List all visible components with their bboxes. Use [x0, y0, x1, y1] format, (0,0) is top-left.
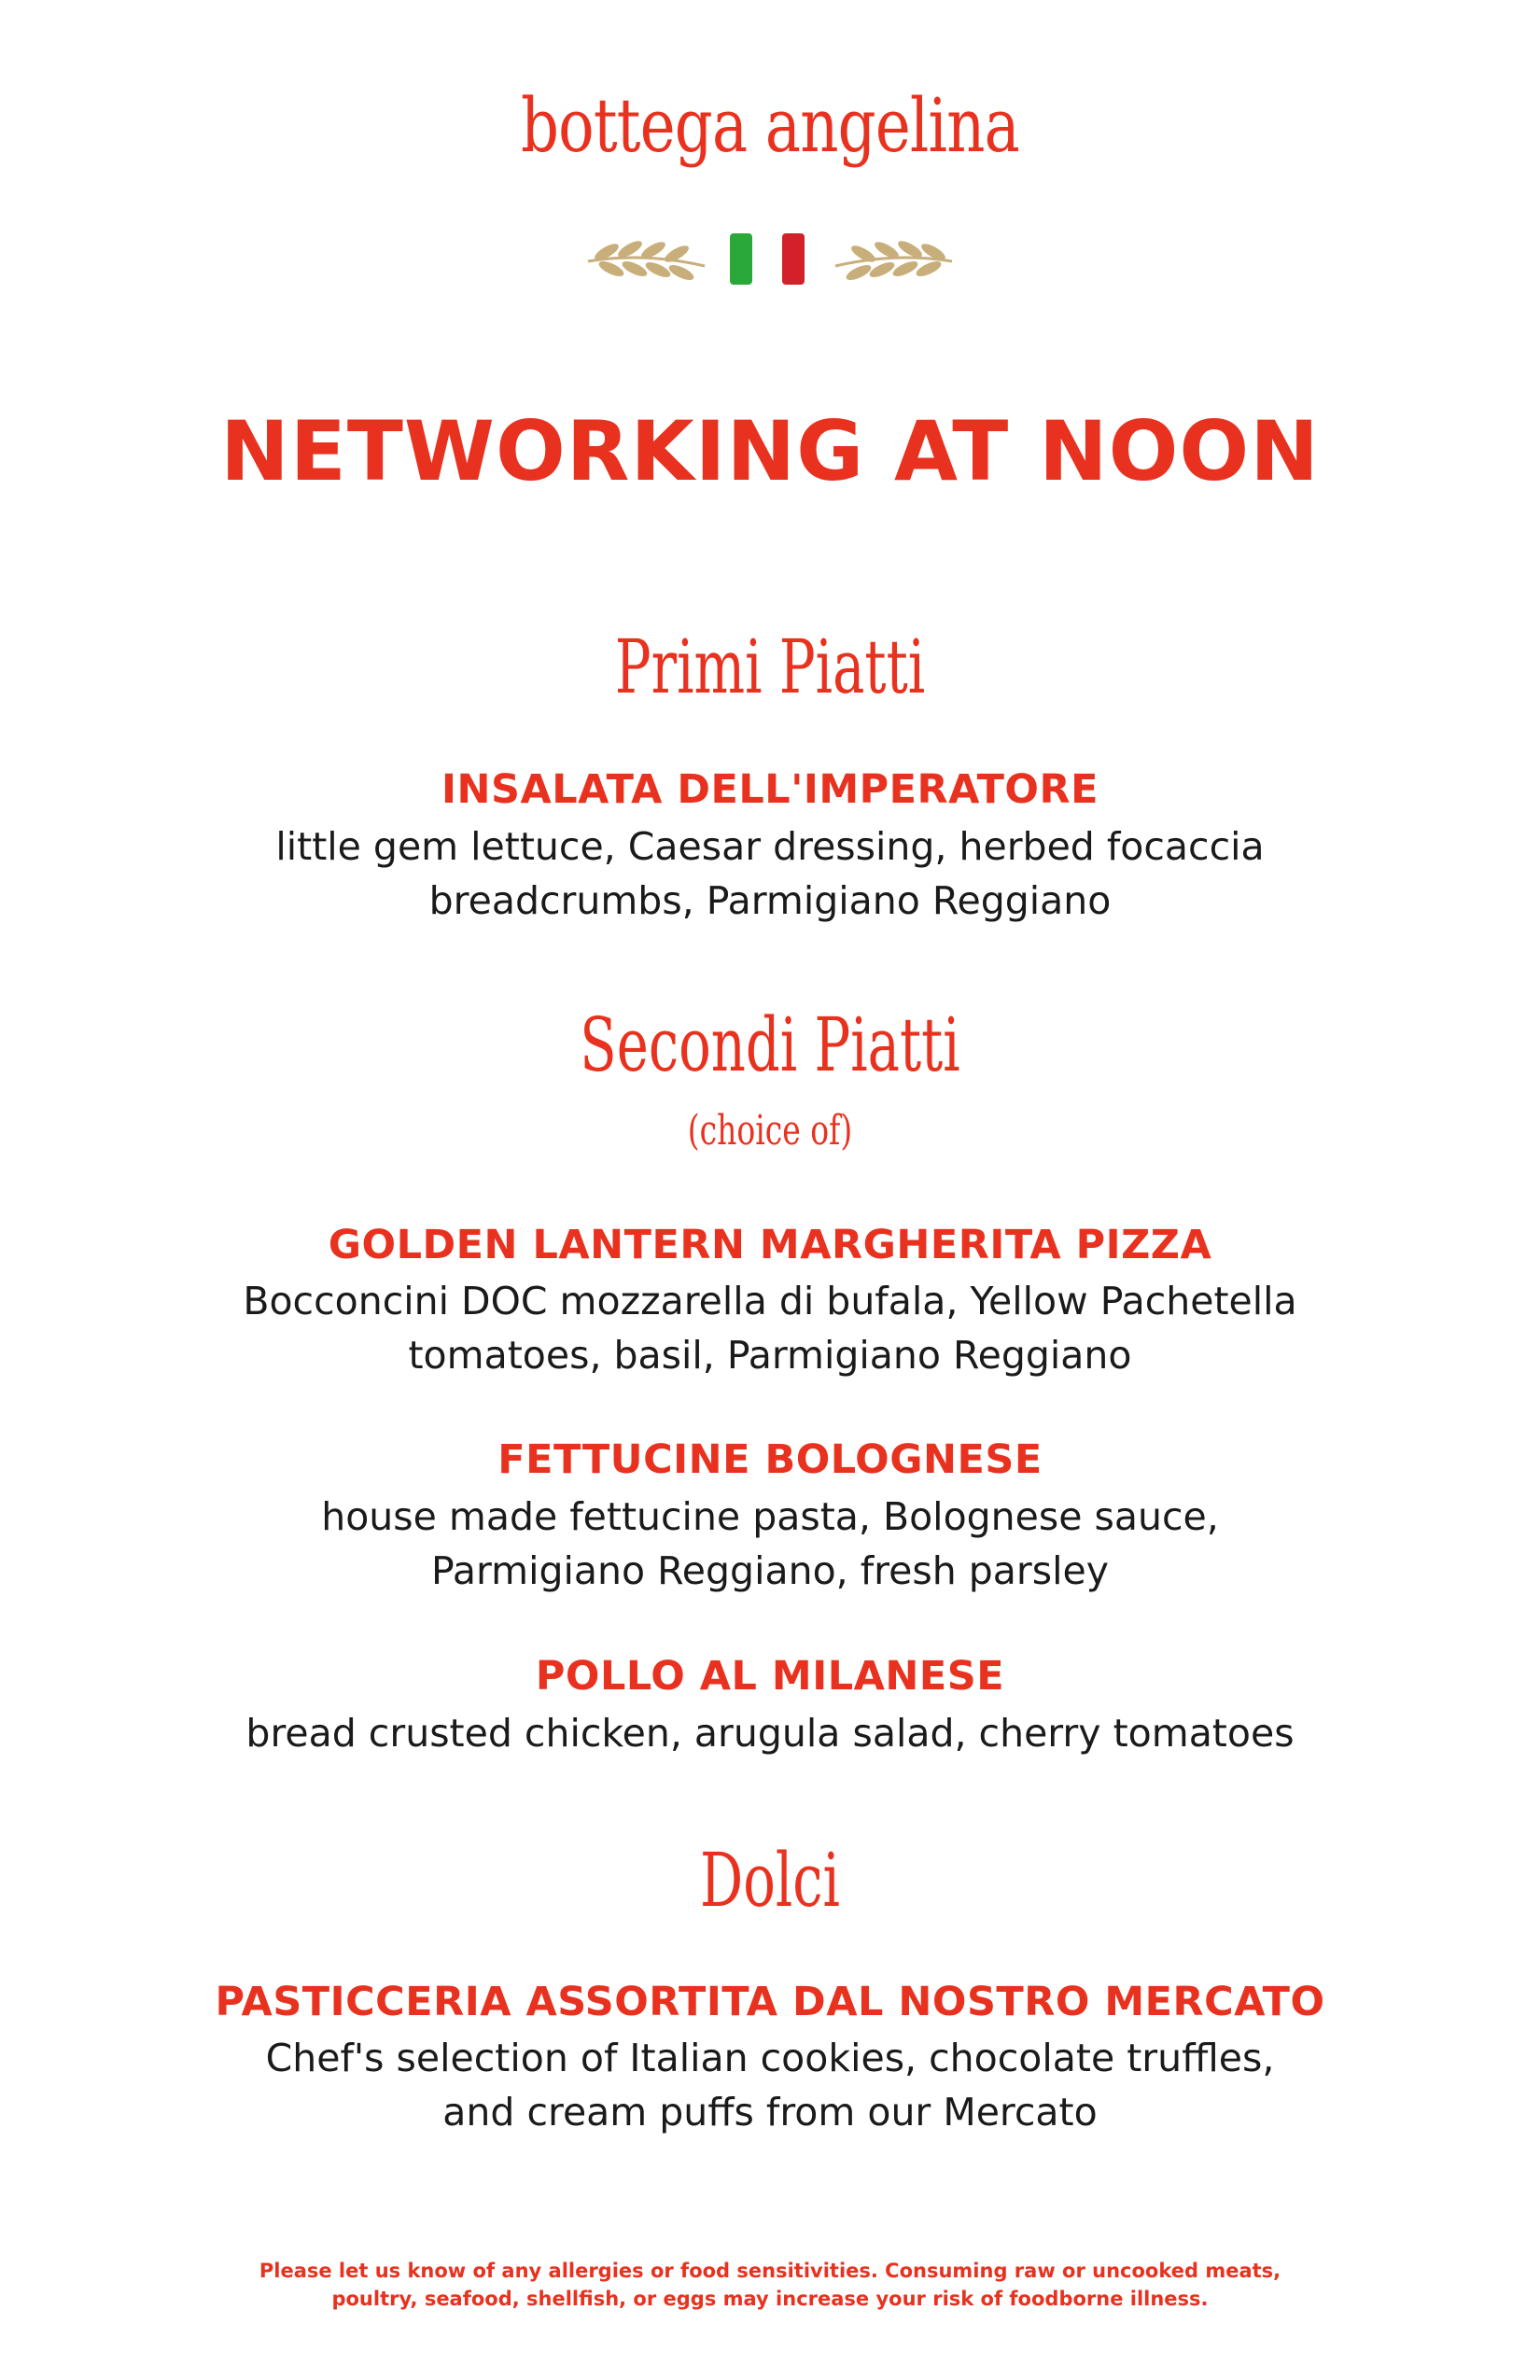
disclaimer-line: Please let us know of any allergies or food sensitivities. Consuming raw or uncooked meats,: [259, 2260, 1281, 2282]
dish-description-line: Parmigiano Reggiano, fresh parsley: [431, 1548, 1109, 1593]
dish-description-line: Chef's selection of Italian cookies, chocolate truffles,: [265, 2036, 1275, 2080]
disclaimer-line: poultry, seafood, shellfish, or eggs may increase your risk of foodborne illness.: [331, 2288, 1209, 2310]
section-note: (choice of): [687, 1107, 853, 1155]
dish-description-line: bread crusted chicken, arugula salad, cherry tomatoes: [245, 1711, 1295, 1756]
dish-name: INSALATA DELL'IMPERATORE: [441, 766, 1099, 813]
dish-description: [0, 1706, 1540, 1760]
section-title-primi-piatti: Primi Piatti: [614, 623, 926, 710]
dish-description-line: Bocconcini DOC mozzarella di bufala, Yellow Pachetella: [243, 1279, 1297, 1323]
laurel-branch-icon: [588, 239, 705, 283]
dish-description: [0, 2031, 1540, 2139]
dish-description-line: tomatoes, basil, Parmigiano Reggiano: [408, 1333, 1132, 1378]
dish-name: FETTUCINE BOLOGNESE: [497, 1436, 1043, 1483]
logo-ornament: [579, 224, 961, 294]
dish-description-line: breadcrumbs, Parmigiano Reggiano: [428, 878, 1112, 923]
dish-name: PASTICCERIA ASSORTITA DAL NOSTRO MERCATO: [215, 1979, 1325, 2025]
dish-description-line: and cream puffs from our Mercato: [442, 2090, 1098, 2135]
section-title-secondi-piatti: Secondi Piatti: [580, 1001, 960, 1088]
italian-flag-icon: [730, 233, 805, 285]
dish-name: POLLO AL MILANESE: [535, 1653, 1005, 1700]
allergy-disclaimer: [0, 2257, 1540, 2313]
dish-description: [0, 1274, 1540, 1382]
laurel-branch-icon: [835, 239, 952, 283]
section-title-dolci: Dolci: [700, 1837, 840, 1924]
dish-description: [0, 819, 1540, 928]
event-title: NETWORKING AT NOON: [220, 403, 1320, 499]
dish-description-line: house made fettucine pasta, Bolognese sauce,: [321, 1494, 1219, 1539]
dish-description: [0, 1490, 1540, 1598]
dish-name: GOLDEN LANTERN MARGHERITA PIZZA: [328, 1222, 1212, 1268]
restaurant-logo-text: bottega angelina: [520, 82, 1019, 169]
dish-description-line: little gem lettuce, Caesar dressing, herbed focaccia: [275, 824, 1265, 869]
